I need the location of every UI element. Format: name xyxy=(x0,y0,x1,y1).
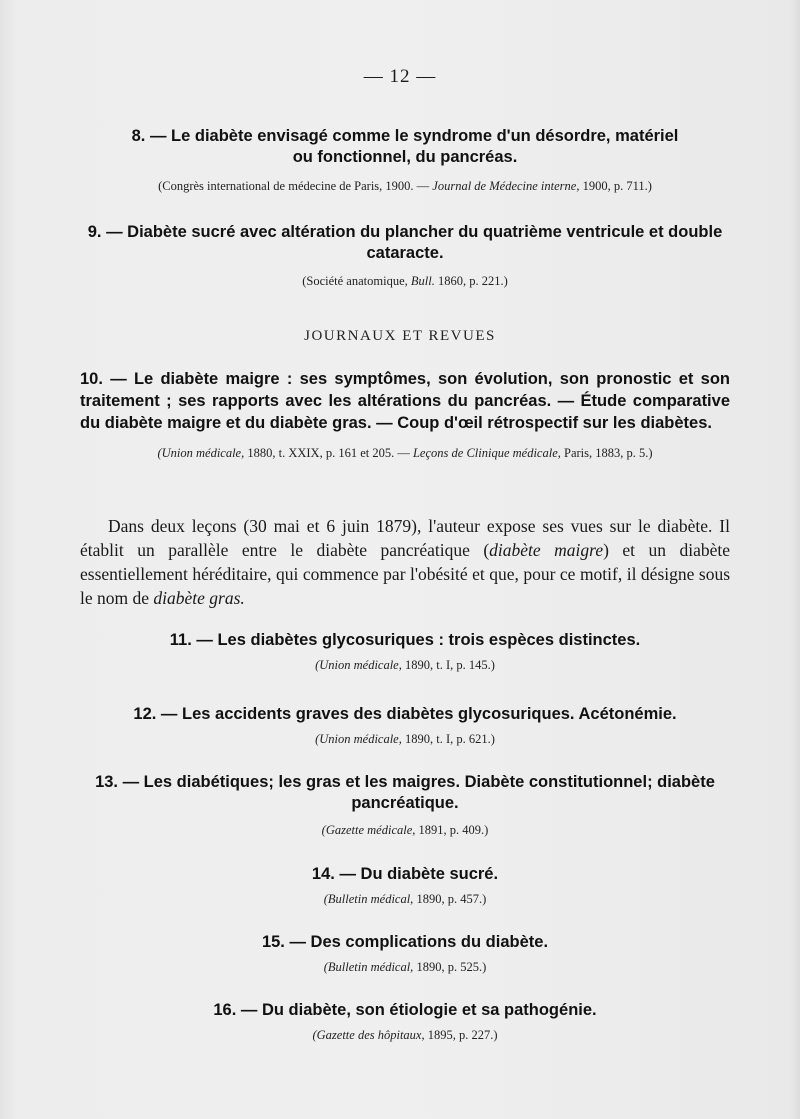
bibliography-entry xyxy=(80,630,730,673)
bibliography-entry xyxy=(80,864,730,907)
entry-title: 9. — Diabète sucré avec altération du plancher du quatrième ventricule et double cataracte. xyxy=(87,223,723,262)
entry-title: 15. — Des complications du diabète. xyxy=(261,933,549,951)
entry-citation: (Société anatomique, Bull. 1860, p. 221.) xyxy=(302,274,508,288)
bibliography-entry xyxy=(80,1000,730,1043)
entry-citation: (Congrès international de médecine de Paris, 1900. — Journal de Médecine interne, 1900, p. 711.) xyxy=(158,179,652,193)
entry-citation: (Gazette médicale, 1891, p. 409.) xyxy=(321,823,489,837)
entry-title: 14. — Du diabète sucré. xyxy=(311,865,499,883)
bibliography-entry xyxy=(80,704,730,747)
bibliography-entry xyxy=(80,368,730,461)
bibliography-entry xyxy=(80,772,730,838)
section-heading: JOURNAUX ET REVUES xyxy=(304,328,496,344)
entry-citation: (Union médicale, 1890, t. I, p. 621.) xyxy=(315,732,495,746)
entry-title: 8. — Le diabète envisagé comme le syndrome d'un désordre, matériel ou fonctionnel, du pancréas. xyxy=(131,127,679,166)
entry-citation: (Gazette des hôpitaux, 1895, p. 227.) xyxy=(312,1028,498,1042)
entry-citation: (Bulletin médical, 1890, p. 525.) xyxy=(323,960,487,974)
entry-title: 16. — Du diabète, son étiologie et sa pathogénie. xyxy=(213,1001,597,1019)
bibliography-entry xyxy=(80,126,730,194)
entry-title: 13. — Les diabétiques; les gras et les maigres. Diabète constitutionnel; diabète pancréatique. xyxy=(95,773,715,812)
entry-title: 12. — Les accidents graves des diabètes glycosuriques. Acétonémie. xyxy=(133,705,677,723)
entry-citation: (Union médicale, 1890, t. I, p. 145.) xyxy=(315,658,495,672)
entry-citation: (Bulletin médical, 1890, p. 457.) xyxy=(323,892,487,906)
page-number: — 12 — xyxy=(363,66,437,87)
entry-citation: (Union médicale, 1880, t. XXIX, p. 161 et 205. — Leçons de Clinique médicale, Paris, 1883, p. 5.) xyxy=(157,446,653,460)
bibliography-entry xyxy=(80,932,730,975)
entry-title: 11. — Les diabètes glycosuriques : trois espèces distinctes. xyxy=(169,631,641,649)
body-paragraph: Dans deux leçons (30 mai et 6 juin 1879), l'auteur expose ses vues sur le diabète. Il établit un parallèle entre le diabète pancréatique (diabète maigre) et un diabète essentiellement héréditaire, qui commence par l'obésité et que, pour ce motif, il désigne sous le nom de diabète gras. xyxy=(80,516,731,608)
entry-title: 10. — Le diabète maigre : ses symptômes, son évolution, son pronostic et son traitement ; ses rapports avec les altérations du pancréas. — Étude comparative du diabète maigre et du diabète gras. — Coup d'œil rétrospectif sur les diabètes. xyxy=(80,370,730,432)
bibliography-entry xyxy=(80,222,730,289)
